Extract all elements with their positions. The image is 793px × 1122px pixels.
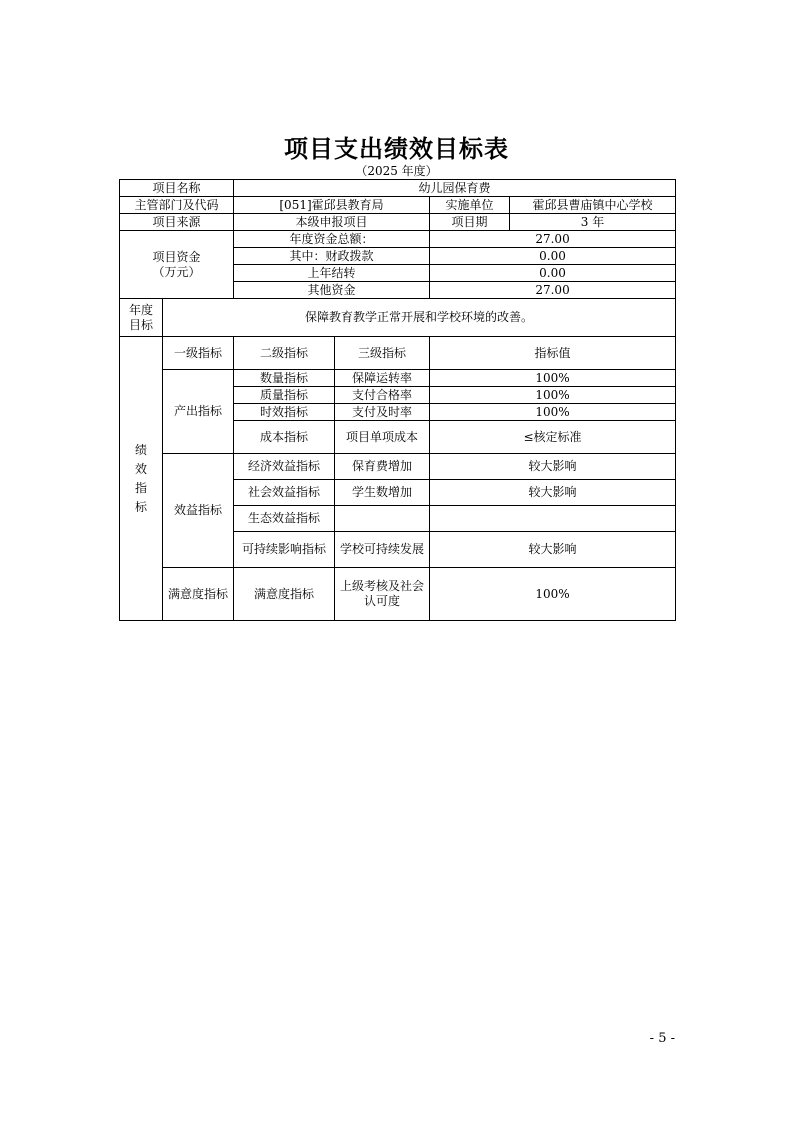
page-number: - 5 - [649,1031,675,1046]
annual-goal-label-line1: 年度 [128,302,153,317]
header-level1: 一级指标 [163,337,234,370]
performance-target-table [119,179,676,621]
level3-cell: 学生数增加 [335,480,430,506]
row-department [120,197,676,214]
implementing-unit-value: 霍邱县曹庙镇中心学校 [510,197,676,214]
header-level3: 三级指标 [335,337,430,370]
period-value: 3 年 [510,214,676,231]
value-cell: 100% [430,370,676,387]
row-annual-goal [120,299,676,337]
department-value: [051]霍邱县教育局 [234,197,430,214]
value-cell: 较大影响 [430,532,676,568]
table-row [120,568,676,621]
level3-cell: 保障运转率 [335,370,430,387]
implementing-unit-label: 实施单位 [430,197,510,214]
level2-cell: 数量指标 [234,370,335,387]
row-source [120,214,676,231]
period-label: 项目期 [430,214,510,231]
funds-unit: （万元） [152,264,201,279]
row-project-name [120,180,676,197]
funds-fiscal-value: 0.00 [430,248,676,265]
level3-cell: 支付及时率 [335,404,430,421]
funds-carry-label: 上年结转 [234,265,430,282]
value-cell: 100% [430,568,676,621]
level3-cell: 项目单项成本 [335,421,430,454]
funds-carry-value: 0.00 [430,265,676,282]
level2-cell: 时效指标 [234,404,335,421]
value-cell: 较大影响 [430,454,676,480]
header-value: 指标值 [430,337,676,370]
row-perf-header [120,337,676,370]
level3-cell: 保育费增加 [335,454,430,480]
satisfaction-label: 满意度指标 [163,568,234,621]
perf-label: 绩效指标 [134,442,147,514]
level2-cell: 成本指标 [234,421,335,454]
funds-fiscal-label: 其中：财政拨款 [234,248,430,265]
value-cell [430,506,676,532]
level3-cell: 学校可持续发展 [335,532,430,568]
funds-total-label: 年度资金总额： [234,231,430,248]
department-label: 主管部门及代码 [120,197,234,214]
project-name-label: 项目名称 [120,180,234,197]
value-cell: ≤核定标准 [430,421,676,454]
page-subtitle: （2025 年度） [355,164,438,178]
value-cell: 较大影响 [430,480,676,506]
annual-goal-label-cell [120,299,163,337]
funds-label-cell [120,231,234,299]
page-title: 项目支出绩效目标表 [284,135,509,163]
level2-cell: 满意度指标 [234,568,335,621]
level2-cell: 质量指标 [234,387,335,404]
level3-cell: 上级考核及社会认可度 [335,568,430,621]
funds-other-value: 27.00 [430,282,676,299]
annual-goal-text: 保障教育教学正常开展和学校环境的改善。 [163,299,676,337]
source-value: 本级申报项目 [234,214,430,231]
value-cell: 100% [430,387,676,404]
output-label: 产出指标 [163,370,234,454]
benefit-label: 效益指标 [163,454,234,568]
funds-label: 项目资金 [152,249,201,264]
funds-other-label: 其他资金 [234,282,430,299]
value-cell: 100% [430,404,676,421]
project-name-value: 幼儿园保育费 [234,180,676,197]
table-row [120,370,676,387]
level2-cell: 社会效益指标 [234,480,335,506]
perf-label-cell [120,337,163,621]
level3-cell [335,506,430,532]
level3-cell: 支付合格率 [335,387,430,404]
level2-cell: 生态效益指标 [234,506,335,532]
table-row [120,454,676,480]
source-label: 项目来源 [120,214,234,231]
header-level2: 二级指标 [234,337,335,370]
funds-total-value: 27.00 [430,231,676,248]
level2-cell: 经济效益指标 [234,454,335,480]
annual-goal-label-line2: 目标 [128,317,153,332]
level2-cell: 可持续影响指标 [234,532,335,568]
row-funds-total [120,231,676,248]
